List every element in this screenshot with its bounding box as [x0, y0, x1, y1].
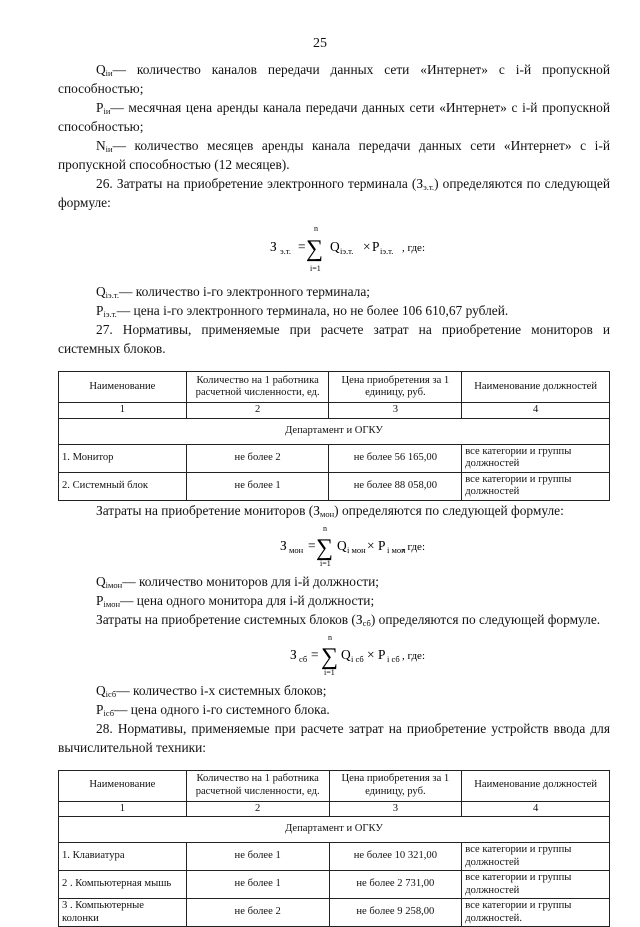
def-monitor-q: $Q_{iмон}—$ количество мониторов для i-й должности; — [58, 572, 610, 591]
document-body — [58, 60, 610, 927]
formula-terminal — [58, 218, 610, 276]
sb-intro: Затраты на приобретение системных блоков $(З_{сб})$ определяются по следующей формуле. — [58, 610, 610, 629]
table-header: Наименование — [59, 770, 187, 801]
svg-text:, где:: , где: — [402, 541, 425, 553]
def-terminal-q: $Q_{iэ.т.}—$ количество i-го электронного терминала; — [58, 282, 610, 301]
svg-text:P: P — [378, 538, 385, 553]
table-row: 3 . Компьютерные колонки не более 2 не более 9 258,00 все категории и группы должностей. — [59, 899, 610, 927]
svg-text:=: = — [308, 538, 316, 553]
sum-symbol: ∑ — [321, 644, 338, 670]
svg-text:n: n — [314, 224, 318, 233]
item-26: 26. Затраты на приобретение электронного терминала $(З_{э.т.})$ определяются по следующей формуле: — [58, 174, 610, 212]
table-header: Наименование — [59, 372, 187, 403]
svg-text:P: P — [372, 239, 379, 254]
table-header: Цена приобретения за 1 единицу, руб. — [329, 372, 462, 403]
svg-text:i сб: i сб — [351, 654, 364, 664]
svg-text:э.т.: э.т. — [280, 246, 291, 256]
def-internet-q: $Q_{iи}—$ количество каналов передачи данных сети «Интернет» с i-й пропускной способностью; — [58, 60, 610, 98]
table-header: Количество на 1 работника расчетной численности, ед. — [186, 770, 329, 801]
page-number: 25 — [0, 36, 640, 52]
table-monitors — [58, 371, 610, 501]
svg-text:×: × — [363, 239, 371, 254]
table-row: 2 . Компьютерная мышь не более 1 не более 2 731,00 все категории и группы должностей — [59, 871, 610, 899]
item-27: 27. Нормативы, применяемые при расчете затрат на приобретение мониторов и системных блоков. — [58, 320, 610, 358]
table-row: 1. Клавиатура не более 1 не более 10 321,00 все категории и группы должностей — [59, 843, 610, 871]
column-number: 3 — [329, 403, 462, 419]
svg-text:×: × — [367, 647, 375, 662]
column-number: 2 — [186, 801, 329, 817]
table-header: Наименование должностей — [462, 770, 610, 801]
formula-system-blocks — [58, 631, 610, 677]
def-monitor-p: $P_{iмон}—$ цена одного монитора для i-й должности; — [58, 591, 610, 610]
svg-text:i мон: i мон — [387, 545, 406, 555]
column-number: 1 — [59, 403, 187, 419]
table-header: Количество на 1 работника расчетной численности, ед. — [186, 372, 329, 403]
svg-text:мон: мон — [289, 545, 304, 555]
def-sb-q: $Q_{iсб}—$ количество i-х системных блоков; — [58, 681, 610, 700]
sum-symbol: ∑ — [306, 236, 323, 262]
formula-monitors — [58, 522, 610, 568]
svg-text:З: З — [280, 538, 287, 553]
svg-text:=: = — [298, 239, 306, 254]
monitor-intro: Затраты на приобретение мониторов $(З_{мон})$ определяются по следующей формуле: — [58, 501, 610, 520]
table-header: Цена приобретения за 1 единицу, руб. — [329, 770, 462, 801]
column-number: 1 — [59, 801, 187, 817]
department-row: Департамент и ОГКУ — [59, 418, 610, 444]
def-internet-p: $P_{iи}—$ месячная цена аренды канала передачи данных сети «Интернет» с i-й пропускной способностью; — [58, 98, 610, 136]
def-internet-n: $N_{iи}—$ количество месяцев аренды канала передачи данных сети «Интернет» с i-й пропускной способностью (12 месяцев). — [58, 136, 610, 174]
svg-text:n: n — [323, 524, 327, 533]
def-sb-p: $P_{iсб}—$ цена одного i-го системного блока. — [58, 700, 610, 719]
column-number: 4 — [462, 801, 610, 817]
def-terminal-p: $P_{iэ.т.}—$ цена i-го электронного терминала, но не более 106 610,67 рублей. — [58, 301, 610, 320]
table-input-devices — [58, 770, 610, 927]
svg-text:n: n — [328, 633, 332, 642]
svg-text:Q: Q — [337, 538, 347, 553]
svg-text:i=1: i=1 — [320, 559, 331, 568]
svg-text:Q: Q — [330, 239, 340, 254]
svg-text:сб: сб — [299, 654, 307, 664]
svg-text:, где:: , где: — [402, 242, 425, 254]
svg-text:iэ.т.: iэ.т. — [380, 246, 393, 256]
svg-text:i=1: i=1 — [324, 668, 335, 677]
column-number: 4 — [462, 403, 610, 419]
svg-text:iэ.т.: iэ.т. — [340, 246, 353, 256]
svg-text:×: × — [367, 538, 375, 553]
svg-text:=: = — [311, 647, 319, 662]
svg-text:P: P — [378, 647, 385, 662]
column-number: 3 — [329, 801, 462, 817]
table-row: 2. Системный блок не более 1 не более 88 058,00 все категории и группы должностей — [59, 472, 610, 500]
department-row: Департамент и ОГКУ — [59, 817, 610, 843]
svg-text:, где:: , где: — [402, 650, 425, 662]
svg-text:З: З — [290, 647, 297, 662]
svg-text:i сб: i сб — [387, 654, 400, 664]
formula1-lhs: З — [270, 239, 277, 254]
svg-text:Q: Q — [341, 647, 351, 662]
table-header: Наименование должностей — [462, 372, 610, 403]
table-row: 1. Монитор не более 2 не более 56 165,00 все категории и группы должностей — [59, 444, 610, 472]
svg-text:i мон: i мон — [347, 545, 366, 555]
column-number: 2 — [186, 403, 329, 419]
svg-text:i=1: i=1 — [310, 264, 321, 273]
item-28: 28. Нормативы, применяемые при расчете затрат на приобретение устройств ввода для вычислительной техники: — [58, 719, 610, 757]
sum-symbol: ∑ — [316, 535, 333, 561]
